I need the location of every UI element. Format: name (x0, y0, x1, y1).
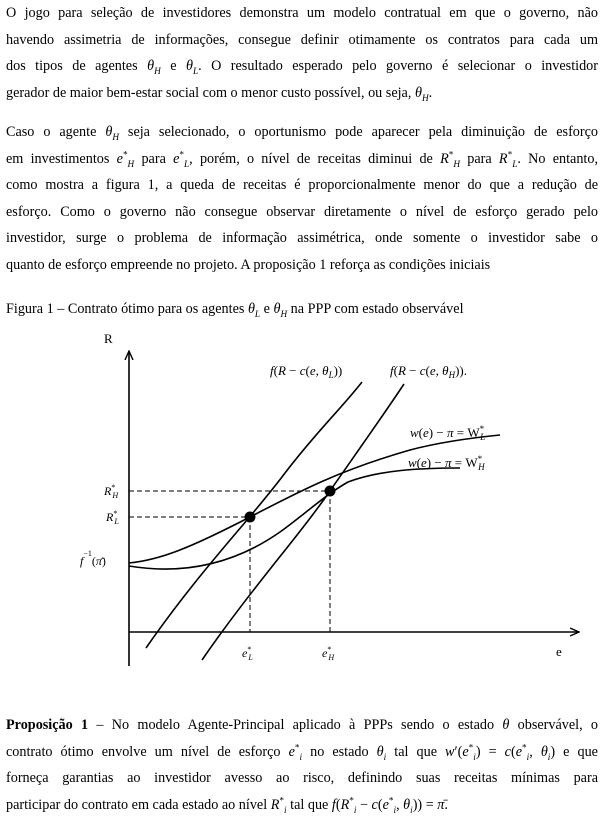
paragraph-1-line-2: havendo assimetria de informações, consegue definir otimamente os contratos para cada um (6, 31, 598, 48)
paragraph-2-line-4: esforço. Como o governo não consegue observar diretamente o nível de esforço gerado pelo (6, 203, 598, 220)
label-w-high: w(e) − π = W* H (408, 454, 485, 472)
y-axis-label: R (104, 331, 113, 346)
label-w-low: w(e) − π = W* L (410, 424, 486, 442)
paragraph-2-line-3: como mostra a figura 1, a queda de receitas é proporcionalmente menor do que a redução de (6, 177, 598, 194)
figure-caption: Figura 1 – Contrato ótimo para os agentes $\theta_L$ e $\theta_H$ na PPP com estado observável (6, 301, 464, 319)
label-f-theta-l: f(R − c(e, $\theta_L$)) (270, 363, 343, 380)
equilibrium-point-l (245, 512, 256, 523)
curve-f-theta-h (202, 384, 404, 660)
paragraph-2-line-1: Caso o agente $\theta_H$ seja selecionado, o oportunismo pode aparecer pela diminuição de esforço (6, 124, 598, 142)
paragraph-1-line-1: O jogo para seleção de investidores demonstra um modelo contratual em que o governo, não (6, 5, 598, 21)
label-f-theta-h: f(R − c(e, $\theta_H$)). (390, 363, 467, 380)
proposition-1 (6, 712, 598, 818)
tick-finv: $f^{-1}(\pī)$ (80, 549, 106, 568)
tick-eh: e* H (322, 645, 335, 662)
tick-rl: R* L (106, 509, 119, 526)
proposition-line-1: Proposição 1 – No modelo Agente-Principal aplicado à PPPs sendo o estado θ observável, o (6, 717, 599, 733)
x-axis-label: e (556, 644, 562, 659)
paragraph-1-line-4: gerador de maior bem-estar social com o menor custo possível, ou seja, $\theta_H$. (6, 84, 433, 103)
paragraph-2-line-2: em investimentos $e^*_H$ para $e^*_L$, porém, o nível de receitas diminui de $R^*_H$ para $R^*_L$. No entanto, (6, 148, 599, 169)
proposition-line-2: contrato ótimo envolve um nível de esforço $e^*_i$ no estado $\theta_i$ tal que $w'(e^*_i) = c(e^*_i$, $\theta_i$) e que (6, 741, 598, 762)
paragraph-1-line-3: dos tipos de agentes $\theta_H$ e $\theta_L$. O resultado esperado pelo governo é selecionar o investidor (6, 58, 598, 77)
tick-rh: R* H (104, 483, 119, 500)
curve-w-high (129, 468, 460, 569)
equilibrium-point-h (325, 486, 336, 497)
proposition-line-4: participar do contrato em cada estado ao nível $R^*_i$ tal que $f(R^*_i - c(e^*_i$, $\theta_i$)) = π̄. (6, 795, 448, 815)
proposition-line-3: forneça garantias ao investidor avesso ao risco, definindo suas receitas mínimas para (6, 770, 598, 787)
paragraph-2-line-5: investidor, surge o problema de informação assimétrica, onde somente o investidor sabe o (6, 230, 598, 247)
tick-el: e* L (242, 645, 253, 662)
paragraph-2-line-6: quanto de esforço empreende no projeto. A proposição 1 reforça as condições iniciais (6, 256, 491, 273)
